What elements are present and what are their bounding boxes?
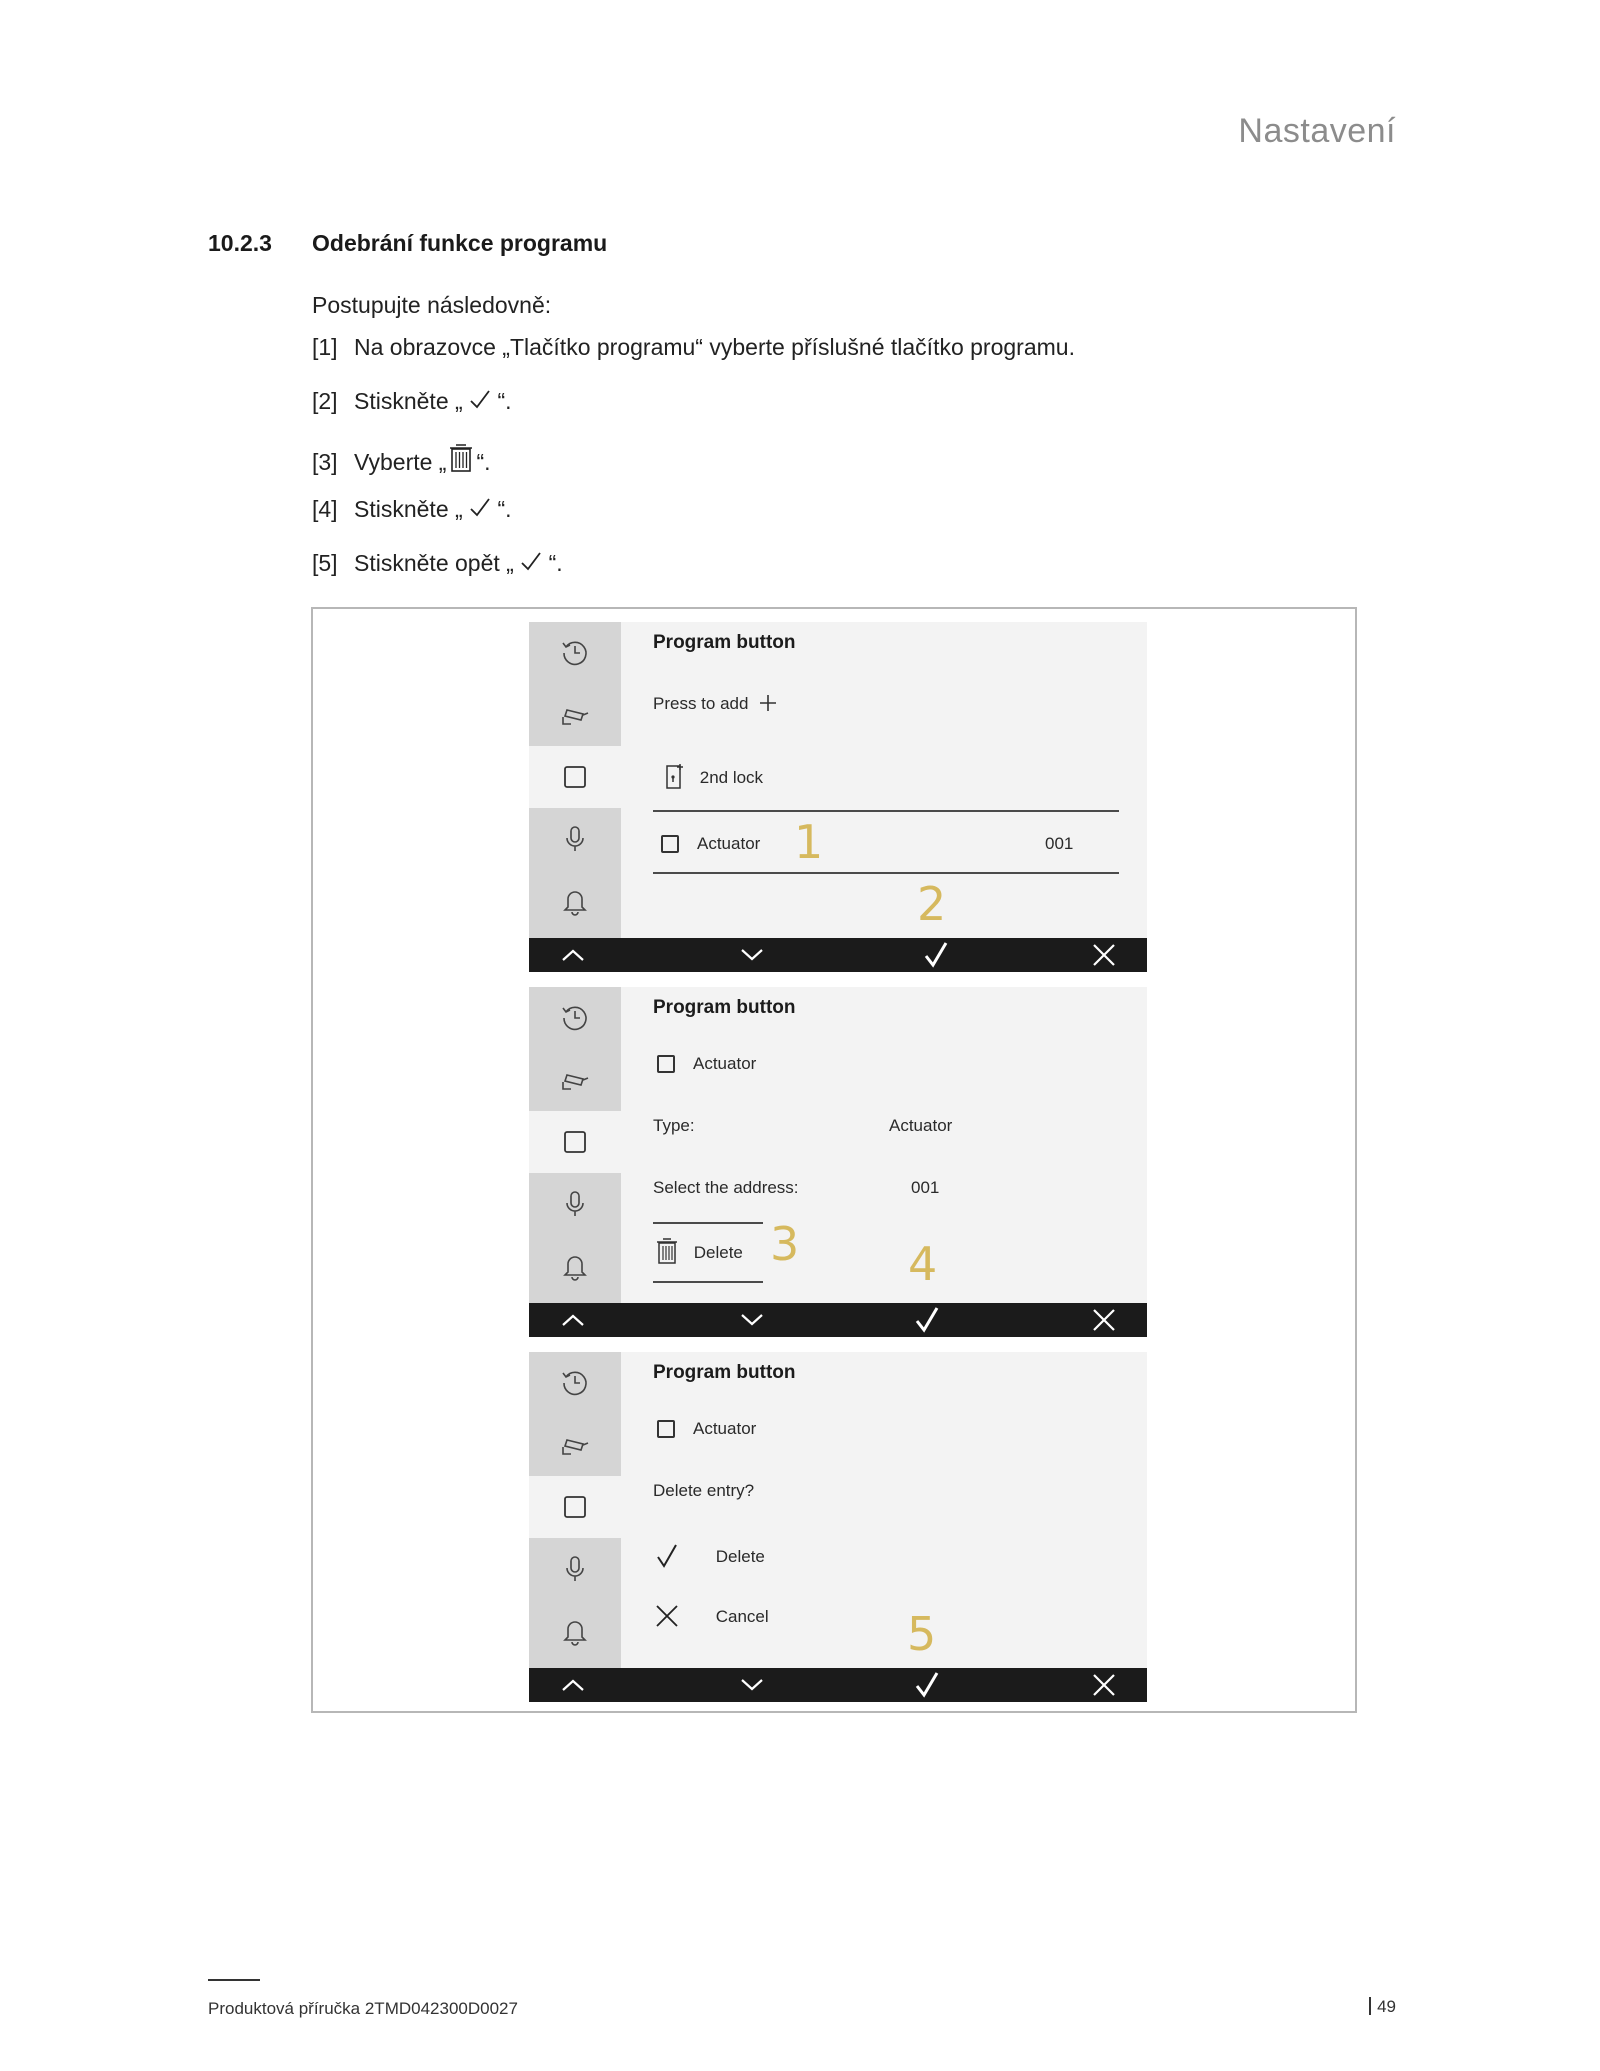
step-text-end: “. <box>497 388 512 414</box>
page-number: 49 <box>1377 1997 1396 2016</box>
screen-content <box>621 987 1147 1303</box>
history-icon[interactable] <box>529 622 621 684</box>
actuator-address: 001 <box>1045 834 1074 853</box>
microphone-icon[interactable] <box>529 1538 621 1600</box>
step-text-end: “. <box>497 496 512 522</box>
actuator-checkbox[interactable] <box>661 835 679 853</box>
screen-content <box>621 1352 1147 1668</box>
press-to-add-button[interactable] <box>653 694 777 714</box>
address-label: Select the address: <box>653 1178 799 1197</box>
section-heading <box>208 230 607 257</box>
type-value[interactable]: Actuator <box>889 1116 953 1135</box>
trash-icon <box>655 1237 679 1265</box>
confirm-delete-option[interactable] <box>655 1542 765 1570</box>
screen-program-button-edit <box>529 987 1147 1337</box>
check-icon <box>469 497 491 527</box>
cancel-label: Cancel <box>715 1607 769 1626</box>
step-marker-1: 1 <box>794 815 824 869</box>
screenshot-figure <box>311 607 1357 1713</box>
sidebar <box>529 622 621 938</box>
step-text: Stiskněte opět „ <box>354 550 514 576</box>
confirm-delete-label: Delete <box>715 1547 765 1566</box>
close-icon[interactable] <box>1074 1303 1134 1337</box>
sidebar <box>529 987 621 1303</box>
confirm-check-icon[interactable] <box>906 938 966 972</box>
check-icon <box>520 551 542 581</box>
address-value[interactable]: 001 <box>911 1178 940 1197</box>
trash-icon <box>446 442 476 480</box>
section-number: 10.2.3 <box>208 230 272 256</box>
screen-title: Program button <box>653 632 796 653</box>
divider <box>653 872 1119 874</box>
divider <box>653 1281 763 1283</box>
sidebar <box>529 1352 621 1668</box>
down-arrow-icon[interactable] <box>722 1303 782 1337</box>
step-5 <box>312 550 563 581</box>
close-icon[interactable] <box>1074 1668 1134 1702</box>
actuator-checkbox <box>657 1055 675 1073</box>
microphone-icon[interactable] <box>529 808 621 870</box>
page-separator <box>1369 1997 1371 2015</box>
step-index: [4] <box>312 496 338 522</box>
step-text: Na obrazovce „Tlačítko programu“ vyberte příslušné tlačítko programu. <box>354 334 1075 360</box>
step-index: [1] <box>312 334 338 360</box>
step-text: Stiskněte „ <box>354 496 463 522</box>
program-button-icon[interactable] <box>529 1476 621 1538</box>
actuator-label[interactable]: Actuator <box>697 834 761 853</box>
bell-icon[interactable] <box>529 1235 621 1297</box>
step-index: [2] <box>312 388 338 414</box>
intro-text: Postupujte následovně: <box>312 292 552 318</box>
screen-title: Program button <box>653 997 796 1018</box>
actuator-checkbox <box>657 1420 675 1438</box>
history-icon[interactable] <box>529 987 621 1049</box>
navigation-bar <box>529 1668 1147 1702</box>
footer-document-name: Produktová příručka 2TMD042300D0027 <box>208 1999 518 2018</box>
down-arrow-icon[interactable] <box>722 938 782 972</box>
press-to-add-label: Press to add <box>653 694 749 713</box>
check-icon <box>655 1542 679 1570</box>
screen-program-button-list <box>529 622 1147 972</box>
step-1 <box>312 334 1075 361</box>
close-icon <box>655 1604 679 1628</box>
delete-label: Delete <box>693 1243 743 1262</box>
down-arrow-icon[interactable] <box>722 1668 782 1702</box>
check-icon <box>469 389 491 419</box>
plus-icon <box>759 694 777 712</box>
step-index: [3] <box>312 449 338 475</box>
program-button-icon[interactable] <box>529 746 621 808</box>
history-icon[interactable] <box>529 1352 621 1414</box>
close-icon[interactable] <box>1074 938 1134 972</box>
type-label: Type: <box>653 1116 695 1135</box>
list-item-2nd-lock[interactable] <box>665 762 763 790</box>
section-title: Odebrání funkce programu <box>312 230 608 256</box>
step-marker-2: 2 <box>917 877 947 931</box>
cancel-option[interactable] <box>655 1604 769 1628</box>
screen-title: Program button <box>653 1362 796 1383</box>
step-text: Vyberte „ <box>354 449 447 475</box>
divider <box>653 1222 763 1224</box>
delete-button[interactable] <box>655 1237 743 1265</box>
program-button-icon[interactable] <box>529 1111 621 1173</box>
bell-icon[interactable] <box>529 1600 621 1662</box>
actuator-label: Actuator <box>693 1419 757 1438</box>
bell-icon[interactable] <box>529 870 621 932</box>
confirm-check-icon[interactable] <box>897 1668 957 1702</box>
footer-divider <box>208 1979 260 1981</box>
delete-entry-question: Delete entry? <box>653 1481 755 1500</box>
step-marker-5: 5 <box>907 1607 937 1661</box>
camera-icon[interactable] <box>529 684 621 746</box>
step-text-end: “. <box>476 449 491 475</box>
screen-delete-confirmation <box>529 1352 1147 1702</box>
confirm-check-icon[interactable] <box>897 1303 957 1337</box>
step-index: [5] <box>312 550 338 576</box>
camera-icon[interactable] <box>529 1414 621 1476</box>
camera-icon[interactable] <box>529 1049 621 1111</box>
up-arrow-icon[interactable] <box>543 938 603 972</box>
step-marker-4: 4 <box>908 1237 938 1291</box>
step-4 <box>312 496 512 527</box>
divider <box>653 810 1119 812</box>
item-label: 2nd lock <box>699 768 764 787</box>
door-lock-icon <box>665 762 685 790</box>
actuator-label: Actuator <box>693 1054 757 1073</box>
step-3 <box>312 442 491 480</box>
microphone-icon[interactable] <box>529 1173 621 1235</box>
chapter-title: Nastavení <box>1238 112 1396 150</box>
step-marker-3: 3 <box>770 1217 800 1271</box>
screen-content <box>621 622 1147 938</box>
step-text: Stiskněte „ <box>354 388 463 414</box>
step-2 <box>312 388 512 419</box>
up-arrow-icon[interactable] <box>543 1668 603 1702</box>
up-arrow-icon[interactable] <box>543 1303 603 1337</box>
navigation-bar <box>529 938 1147 972</box>
footer-page-number <box>1369 1997 1396 2017</box>
step-text-end: “. <box>548 550 563 576</box>
navigation-bar <box>529 1303 1147 1337</box>
